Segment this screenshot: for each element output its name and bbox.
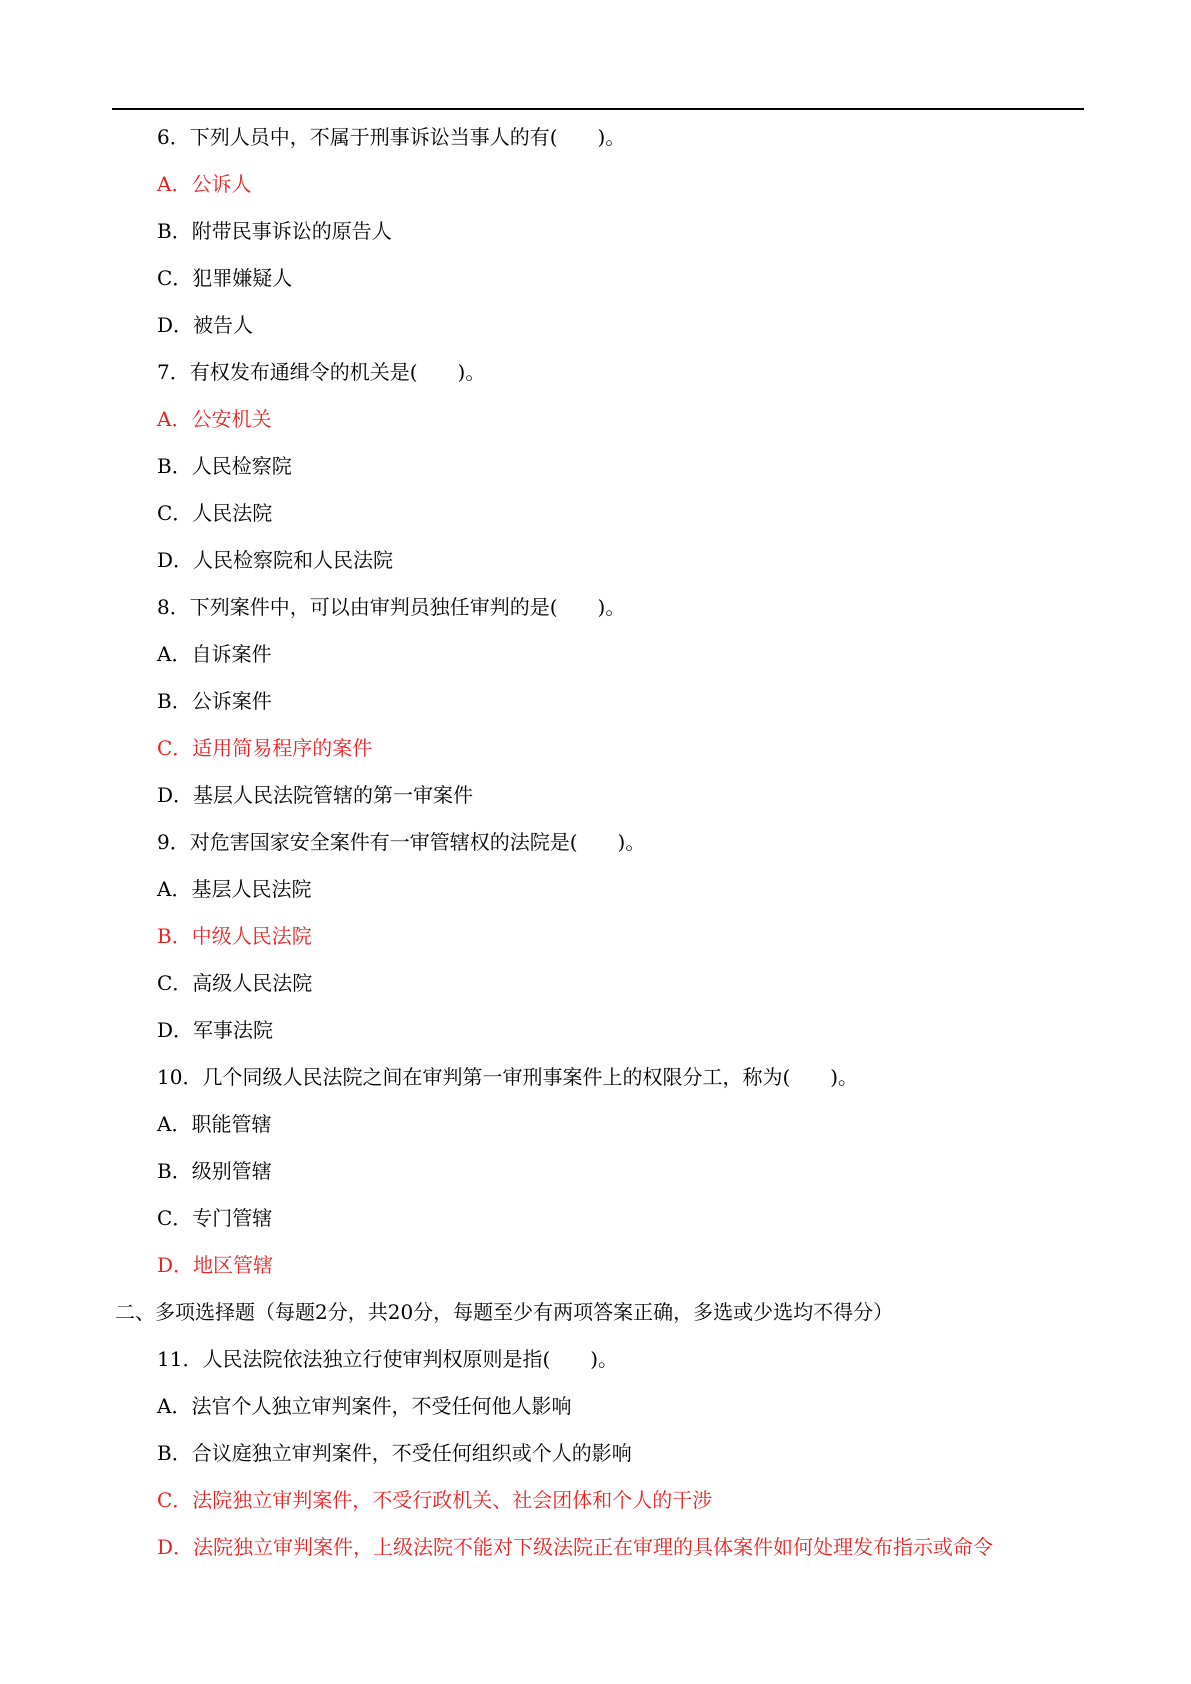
question-11: 11．人民法院依法独立行使审判权原则是指( )。 [157,1347,619,1371]
header-rule [112,108,1084,110]
option-11d: D．法院独立审判案件，上级法院不能对下级法院正在审理的具体案件如何处理发布指示或命令 [157,1535,994,1559]
option-7d: D．人民检察院和人民法院 [157,548,394,572]
question-8: 8．下列案件中，可以由审判员独任审判的是( )。 [157,595,626,619]
option-6a: A．公诉人 [157,172,252,196]
option-7c: C．人民法院 [157,501,273,525]
option-11b: B．合议庭独立审判案件，不受任何组织或个人的影响 [157,1441,632,1465]
option-6c: C．犯罪嫌疑人 [157,266,293,290]
option-8a: A．自诉案件 [157,642,272,666]
option-10b: B．级别管辖 [157,1159,272,1183]
option-10d: D．地区管辖 [157,1253,274,1277]
option-10a: A．职能管辖 [157,1112,272,1136]
option-10c: C．专门管辖 [157,1206,273,1230]
question-6: 6．下列人员中，不属于刑事诉讼当事人的有( )。 [157,125,626,149]
option-8c: C．适用简易程序的案件 [157,736,373,760]
question-7: 7．有权发布通缉令的机关是( )。 [157,360,486,384]
option-9d: D．军事法院 [157,1018,274,1042]
option-8d: D．基层人民法院管辖的第一审案件 [157,783,474,807]
option-9c: C．高级人民法院 [157,971,313,995]
option-8b: B．公诉案件 [157,689,272,713]
question-9: 9．对危害国家安全案件有一审管辖权的法院是( )。 [157,830,646,854]
option-6d: D．被告人 [157,313,254,337]
option-6b: B．附带民事诉讼的原告人 [157,219,392,243]
question-10: 10．几个同级人民法院之间在审判第一审刑事案件上的权限分工，称为( )。 [157,1065,859,1089]
option-11a: A．法官个人独立审判案件，不受任何他人影响 [157,1394,572,1418]
option-9b: B．中级人民法院 [157,924,312,948]
section-heading-multiple-choice: 二、多项选择题（每题2分，共20分，每题至少有两项答案正确，多选或少选均不得分） [115,1300,894,1324]
option-7b: B．人民检察院 [157,454,292,478]
option-11c: C．法院独立审判案件，不受行政机关、社会团体和个人的干涉 [157,1488,713,1512]
option-9a: A．基层人民法院 [157,877,312,901]
exam-content [0,114,1191,1571]
option-7a: A．公安机关 [157,407,272,431]
